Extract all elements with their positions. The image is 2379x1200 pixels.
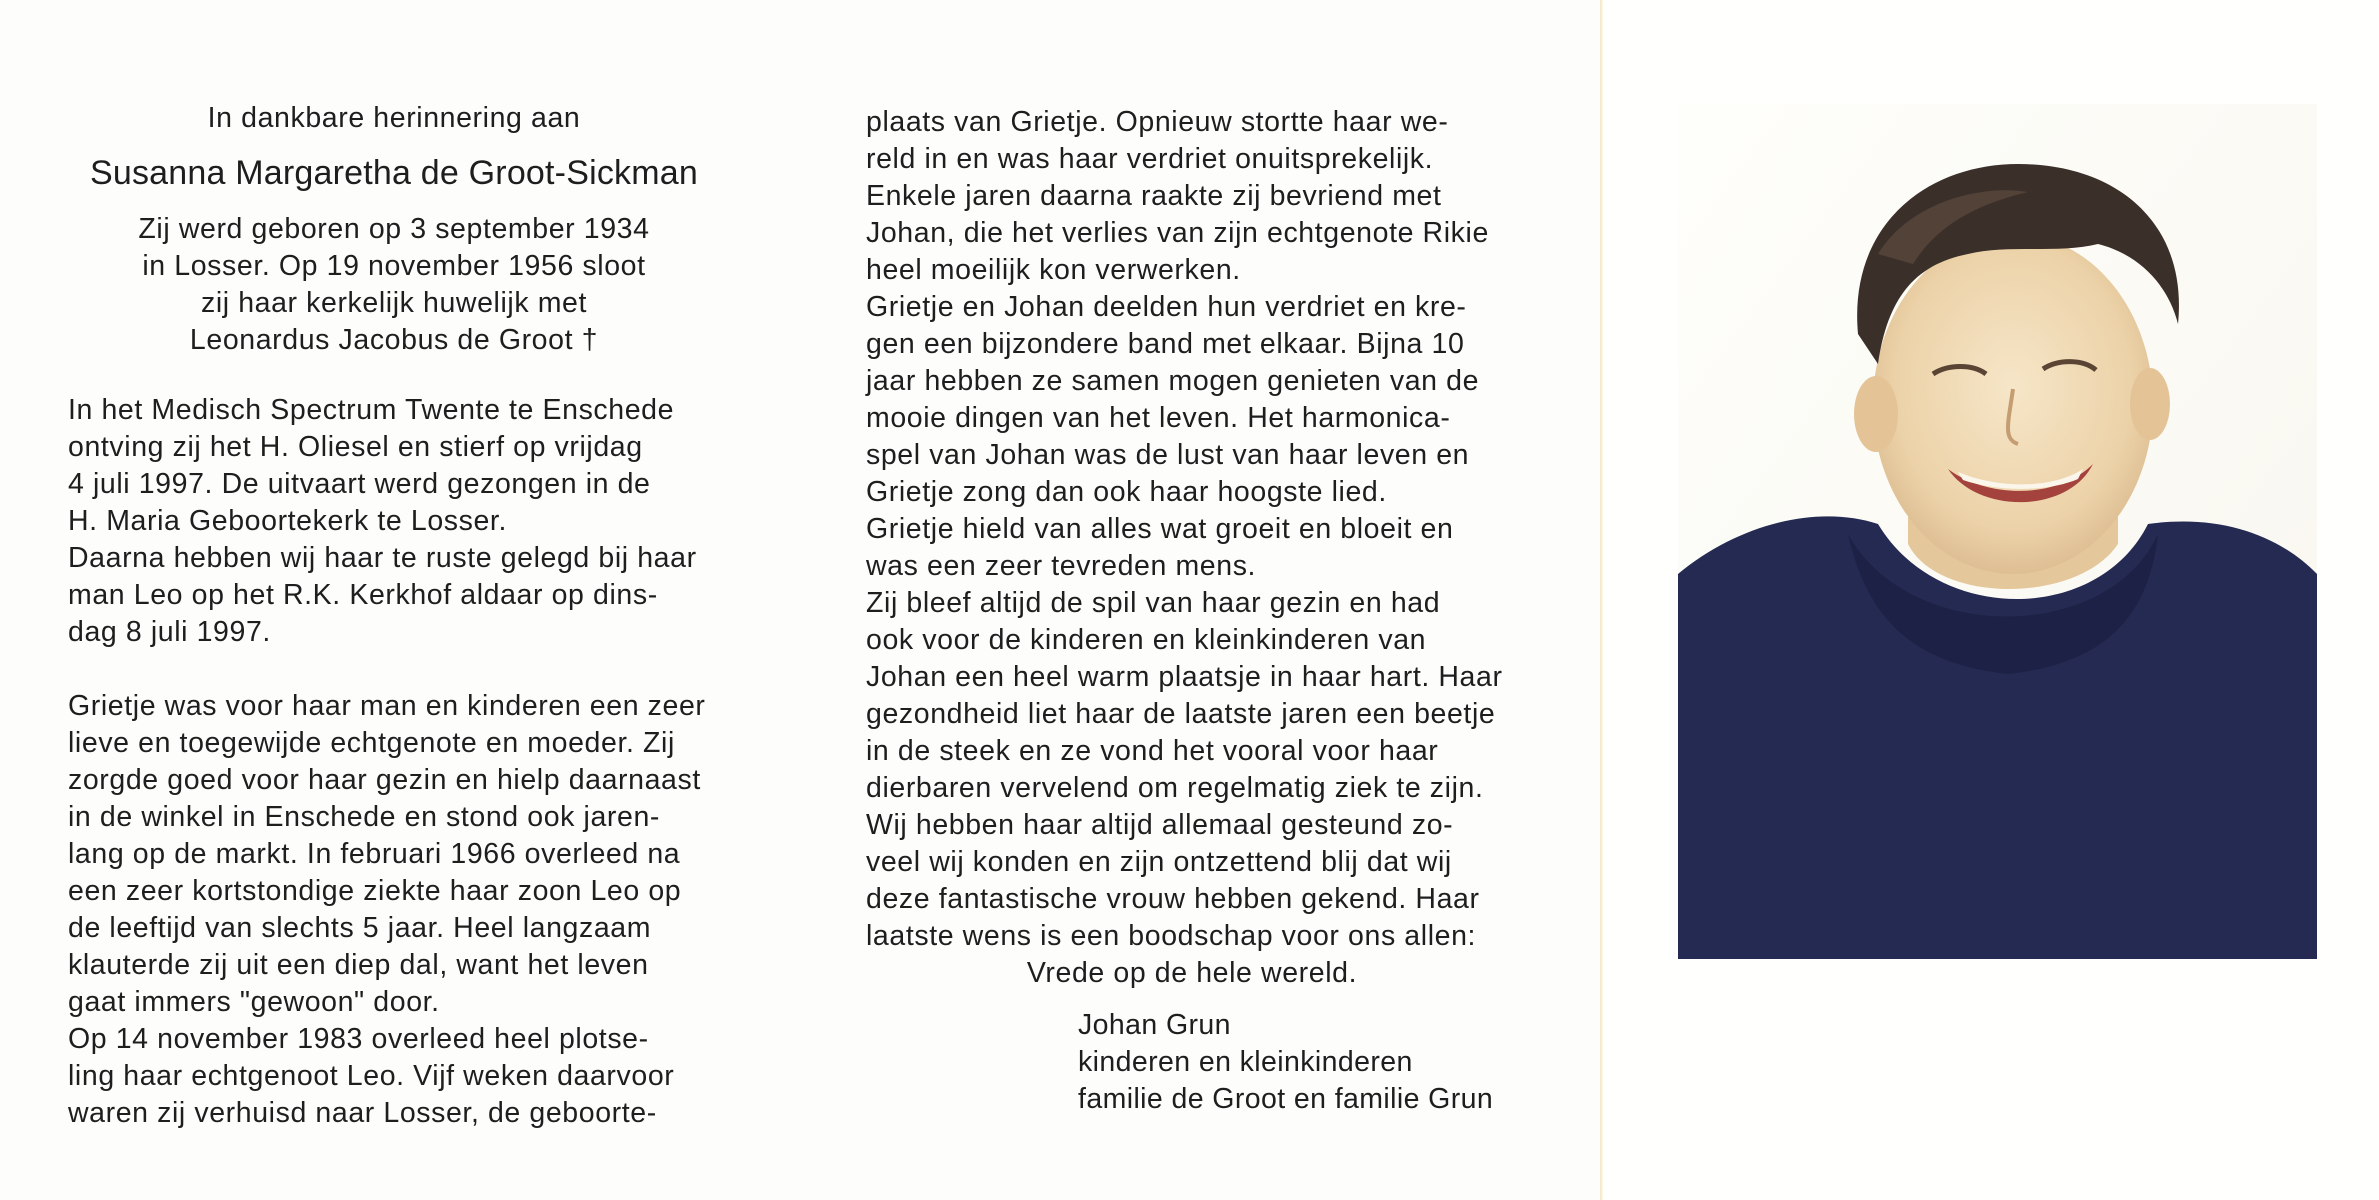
birth-line: in Losser. Op 19 november 1956 sloot <box>142 250 646 282</box>
text-line: gen een bijzondere band met elkaar. Bijna 10 <box>866 328 1465 360</box>
middle-column <box>866 104 1518 992</box>
text-line: H. Maria Geboortekerk te Losser. <box>68 505 507 537</box>
text-line: een zeer kortstondige ziekte haar zoon Leo op <box>68 875 682 907</box>
signature-line: Johan Grun <box>1078 1009 1231 1041</box>
text-line: zorgde goed voor haar gezin en hielp daarnaast <box>68 764 701 796</box>
text-line: gezondheid liet haar de laatste jaren een beetje <box>866 698 1496 730</box>
text-line: lieve en toegewijde echtgenote en moeder. Zij <box>68 727 675 759</box>
portrait-photo <box>1678 104 2317 959</box>
text-line: Wij hebben haar altijd allemaal gesteund zo- <box>866 809 1454 841</box>
closing-line: Vrede op de hele wereld. <box>1026 957 1358 989</box>
text-line: Johan, die het verlies van zijn echtgenote Rikie <box>866 217 1489 249</box>
text-line: Grietje zong dan ook haar hoogste lied. <box>866 476 1387 508</box>
text-line: ook voor de kinderen en kleinkinderen van <box>866 624 1427 656</box>
text-line: was een zeer tevreden mens. <box>866 550 1257 582</box>
text-line: Zij bleef altijd de spil van haar gezin en had <box>866 587 1441 619</box>
text-line: Op 14 november 1983 overleed heel plotse- <box>68 1023 649 1055</box>
text-line: Johan een heel warm plaatsje in haar hart. Haar <box>866 661 1503 693</box>
signature-block <box>1078 1007 1493 1118</box>
text-line: In het Medisch Spectrum Twente te Enschede <box>68 394 675 426</box>
text-line: lang op de markt. In februari 1966 overleed na <box>68 838 681 870</box>
text-line: klauterde zij uit een diep dal, want het leven <box>68 949 649 981</box>
text-line: in de winkel in Enschede en stond ook jaren- <box>68 801 661 833</box>
birth-line: Leonardus Jacobus de Groot † <box>189 324 599 356</box>
heading <box>68 100 720 359</box>
text-line: Enkele jaren daarna raakte zij bevriend met <box>866 180 1442 212</box>
left-column <box>68 392 720 1132</box>
text-line: Grietje en Johan deelden hun verdriet en kre- <box>866 291 1467 323</box>
text-line: laatste wens is een boodschap voor ons allen: <box>866 920 1477 952</box>
paragraph-life <box>68 688 720 1132</box>
text-line: Grietje hield van alles wat groeit en bloeit en <box>866 513 1454 545</box>
text-line: gaat immers "gewoon" door. <box>68 986 440 1018</box>
text-line: heel moeilijk kon verwerken. <box>866 254 1241 286</box>
birth-line: zij haar kerkelijk huwelijk met <box>200 287 588 319</box>
text-line: plaats van Grietje. Opnieuw stortte haar we- <box>866 106 1449 138</box>
text-line: 4 juli 1997. De uitvaart werd gezongen in de <box>68 468 651 500</box>
text-line: jaar hebben ze samen mogen genieten van de <box>866 365 1480 397</box>
text-line: deze fantastische vrouw hebben gekend. Haar <box>866 883 1480 915</box>
text-line: dierbaren vervelend om regelmatig ziek te zijn. <box>866 772 1484 804</box>
text-line: in de steek en ze vond het vooral voor haar <box>866 735 1439 767</box>
text-line: ling haar echtgenoot Leo. Vijf weken daarvoor <box>68 1060 675 1092</box>
deceased-name: Susanna Margaretha de Groot-Sickman <box>90 154 698 192</box>
paragraph-death <box>68 392 720 651</box>
birth-line: Zij werd geboren op 3 september 1934 <box>138 213 650 245</box>
birth-marriage-block <box>68 211 720 359</box>
text-line: mooie dingen van het leven. Het harmonica- <box>866 402 1451 434</box>
text-line: dag 8 juli 1997. <box>68 616 271 648</box>
text-line: reld in en was haar verdriet onuitsprekelijk. <box>866 143 1434 175</box>
portrait-illustration <box>1678 104 2317 959</box>
signature-line: kinderen en kleinkinderen <box>1078 1046 1413 1078</box>
text-line: spel van Johan was de lust van haar leven en <box>866 439 1470 471</box>
text-line: waren zij verhuisd naar Losser, de geboorte- <box>68 1097 657 1129</box>
text-line: man Leo op het R.K. Kerkhof aldaar op dins- <box>68 579 658 611</box>
signature-line: familie de Groot en familie Grun <box>1078 1083 1494 1115</box>
text-line: Daarna hebben wij haar te ruste gelegd bij haar <box>68 542 697 574</box>
text-line: ontving zij het H. Oliesel en stierf op vrijdag <box>68 431 643 463</box>
text-line: Grietje was voor haar man en kinderen een zeer <box>68 690 706 722</box>
intro-line: In dankbare herinnering aan <box>207 102 581 134</box>
text-line: de leeftijd van slechts 5 jaar. Heel langzaam <box>68 912 652 944</box>
text-line: veel wij konden en zijn ontzettend blij dat wij <box>866 846 1452 878</box>
